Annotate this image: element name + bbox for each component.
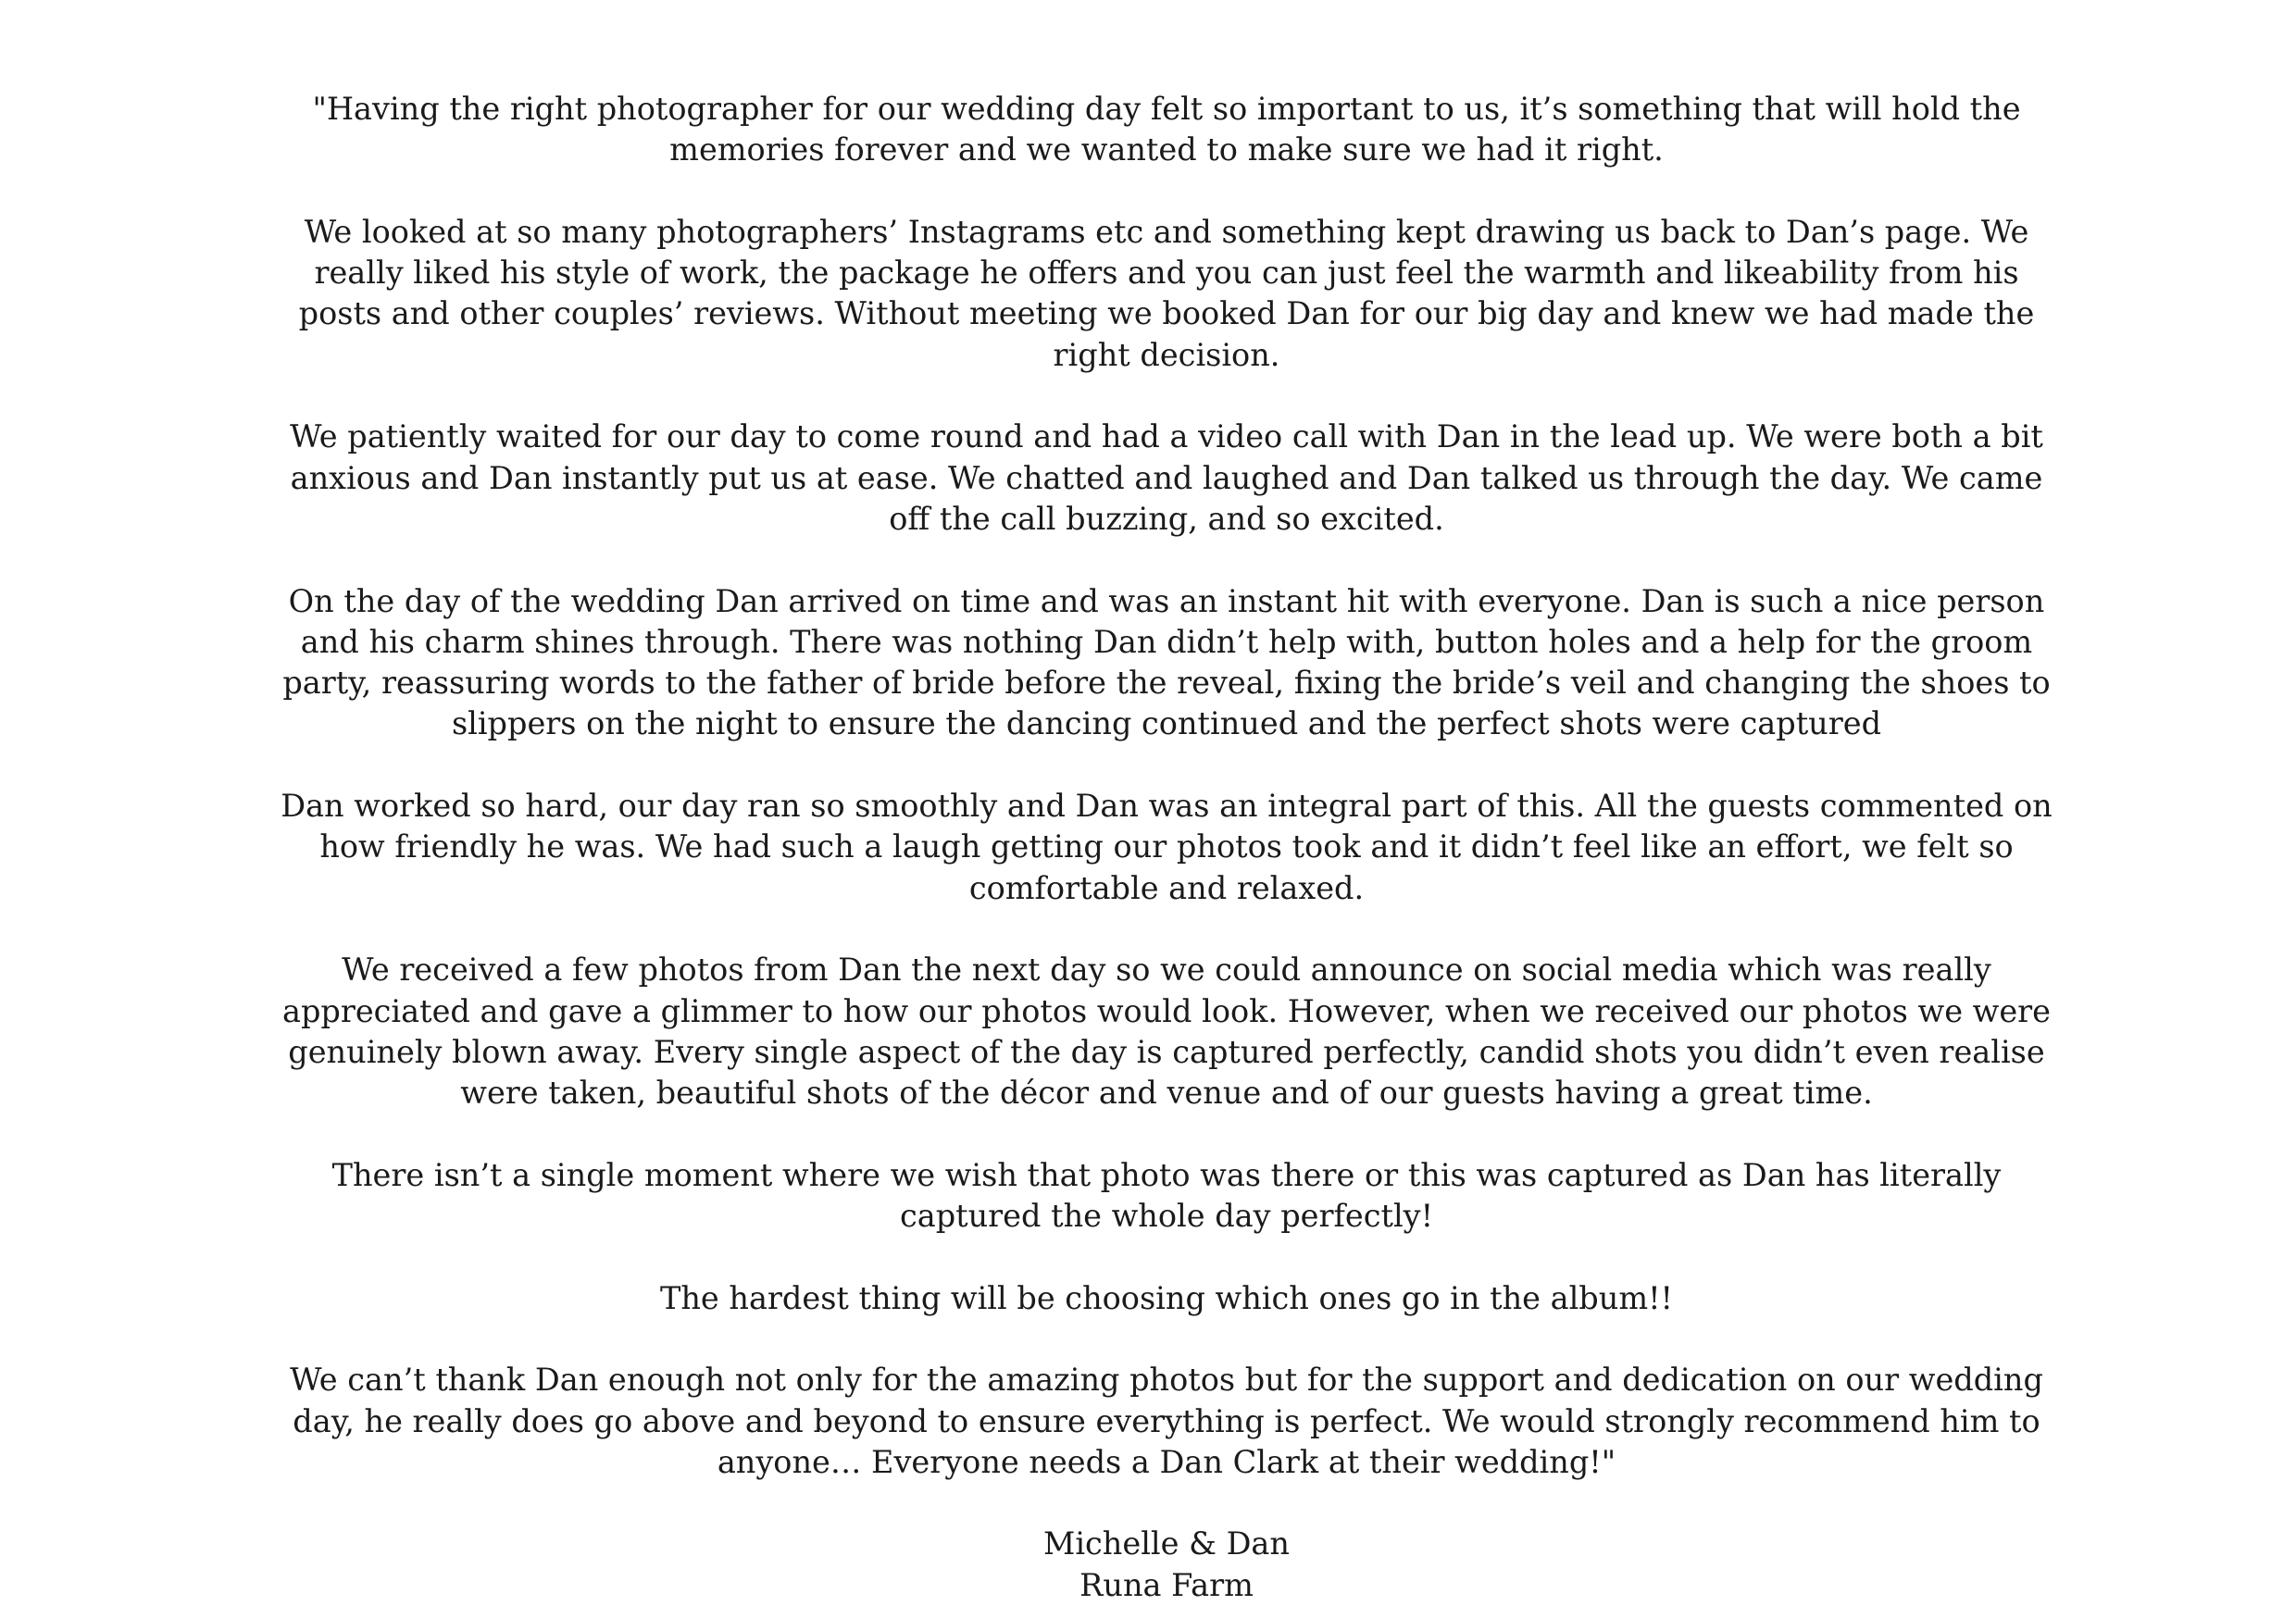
testimonial-paragraph-2: We looked at so many photographers’ Instagrams etc and something kept drawing us back to Dan’s page. We really liked his style of work, the package he offers and you can just feel the warmth and likeability from his posts and other couples’ reviews. Without meeting we booked Dan for our big day and knew we had made the right decision.: [298, 213, 2035, 373]
testimonial-paragraph-4: On the day of the wedding Dan arrived on time and was an instant hit with everyone. Dan is such a nice person and his charm shines through. There was nothing Dan didn’t help with, button holes and a help for the groom party, reassuring words to the father of bride before the reveal, fixing the bride’s veil and changing the shoes to slippers on the night to ensure the dancing continued and the perfect shots were captured: [282, 582, 2051, 742]
testimonial-paragraph-9: We can’t thank Dan enough not only for the amazing photos but for the support and dedication on our wedding day, he really does go above and beyond to ensure everything is perfect. We would strongly recommend him to anyone… Everyone needs a Dan Clark at their wedding!": [290, 1362, 2043, 1480]
testimonial-paragraph-6: We received a few photos from Dan the next day so we could announce on social media which was really appreciated and gave a glimmer to how our photos would look. However, when we received our photos we were genuinely blown away. Every single aspect of the day is captured perfectly, candid shots you didn’t even realise were taken, beautiful shots of the décor and venue and of our guests having a great time.: [281, 952, 2052, 1112]
testimonial-paragraph-1: "Having the right photographer for our wedding day felt so important to us, it’s something that will hold the memories forever and we wanted to make sure we had it right.: [312, 91, 2021, 168]
testimonial-block: [268, 89, 2065, 1606]
testimonial-paragraph-8: The hardest thing will be choosing which ones go in the album!!: [659, 1279, 1674, 1316]
testimonial-paragraph-3: We patiently waited for our day to come round and had a video call with Dan in the lead up. We were both a bit anxious and Dan instantly put us at ease. We chatted and laughed and Dan talked us through the day. We came off the call buzzing, and so excited.: [290, 418, 2043, 537]
signature: [268, 1524, 2065, 1606]
testimonial-paragraph-7: There isn’t a single moment where we wish that photo was there or this was captured as Dan has literally captured the whole day perfectly!: [331, 1156, 2002, 1235]
signature-venue: Runa Farm: [1079, 1566, 1254, 1603]
testimonial-paragraph-5: Dan worked so hard, our day ran so smoothly and Dan was an integral part of this. All the guests commented on how friendly he was. We had such a laugh getting our photos took and it didn’t feel like an effort, we felt so comfortable and relaxed.: [281, 788, 2053, 906]
signature-names: Michelle & Dan: [1043, 1525, 1290, 1562]
